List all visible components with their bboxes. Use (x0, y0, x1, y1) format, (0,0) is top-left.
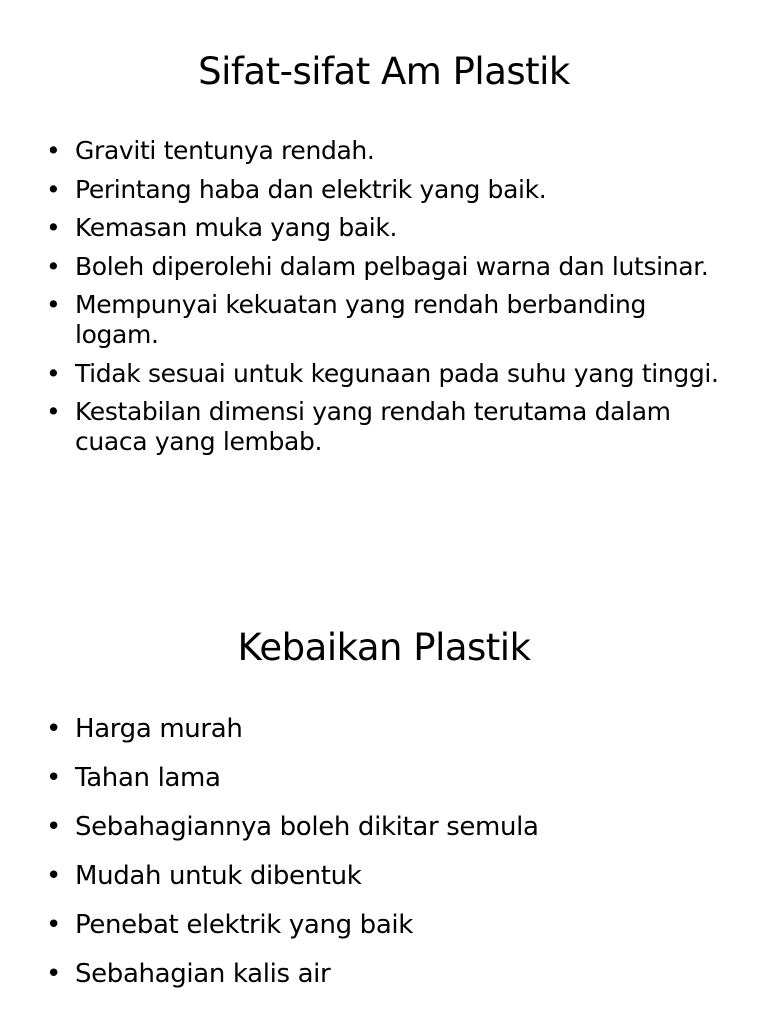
list-item-text: Mudah untuk dibentuk (75, 861, 362, 891)
list-item-text: Sebahagiannya boleh dikitar semula (75, 812, 539, 842)
list-item-text: Kestabilan dimensi yang rendah terutama dalam cuaca yang lembab. (75, 397, 671, 456)
slide-title: Kebaikan Plastik (237, 626, 531, 669)
list-item-text: Tahan lama (75, 763, 221, 793)
bullet-icon: • (46, 251, 61, 281)
bullet-icon: • (46, 959, 61, 989)
list-item (44, 359, 728, 389)
list-item (44, 175, 728, 205)
bullet-list (44, 136, 728, 466)
list-item (44, 763, 728, 793)
list-item (44, 213, 728, 243)
bullet-icon: • (46, 910, 61, 940)
bullet-list (44, 714, 728, 1008)
list-item (44, 397, 728, 457)
list-item-text: Perintang haba dan elektrik yang baik. (75, 174, 547, 204)
list-item (44, 136, 728, 166)
list-item (44, 959, 728, 989)
list-item-text: Mempunyai kekuatan yang rendah berbanding logam. (75, 290, 647, 349)
bullet-icon: • (46, 397, 61, 426)
slide-title: Sifat-sifat Am Plastik (198, 50, 570, 93)
bullet-icon: • (46, 213, 61, 242)
bullet-icon: • (46, 763, 61, 793)
list-item (44, 910, 728, 940)
bullet-icon: • (46, 812, 61, 842)
list-item-text: Tidak sesuai untuk kegunaan pada suhu yang tinggi. (75, 358, 719, 388)
bullet-icon: • (46, 136, 61, 165)
list-item (44, 861, 728, 891)
list-item (44, 714, 728, 744)
list-item-text: Kemasan muka yang baik. (75, 213, 398, 242)
list-item (44, 252, 728, 282)
list-item-text: Harga murah (75, 714, 243, 744)
list-item-text: Penebat elektrik yang baik (75, 910, 414, 940)
bullet-icon: • (46, 358, 61, 388)
bullet-icon: • (46, 174, 61, 204)
list-item (44, 290, 728, 350)
bullet-icon: • (46, 861, 61, 891)
bullet-icon: • (46, 714, 61, 744)
slide-advantages (0, 600, 768, 1024)
list-item-text: Boleh diperolehi dalam pelbagai warna dan lutsinar. (75, 251, 709, 281)
list-item (44, 812, 728, 842)
list-item-text: Graviti tentunya rendah. (75, 136, 375, 165)
bullet-icon: • (46, 290, 61, 319)
list-item-text: Sebahagian kalis air (75, 959, 331, 989)
